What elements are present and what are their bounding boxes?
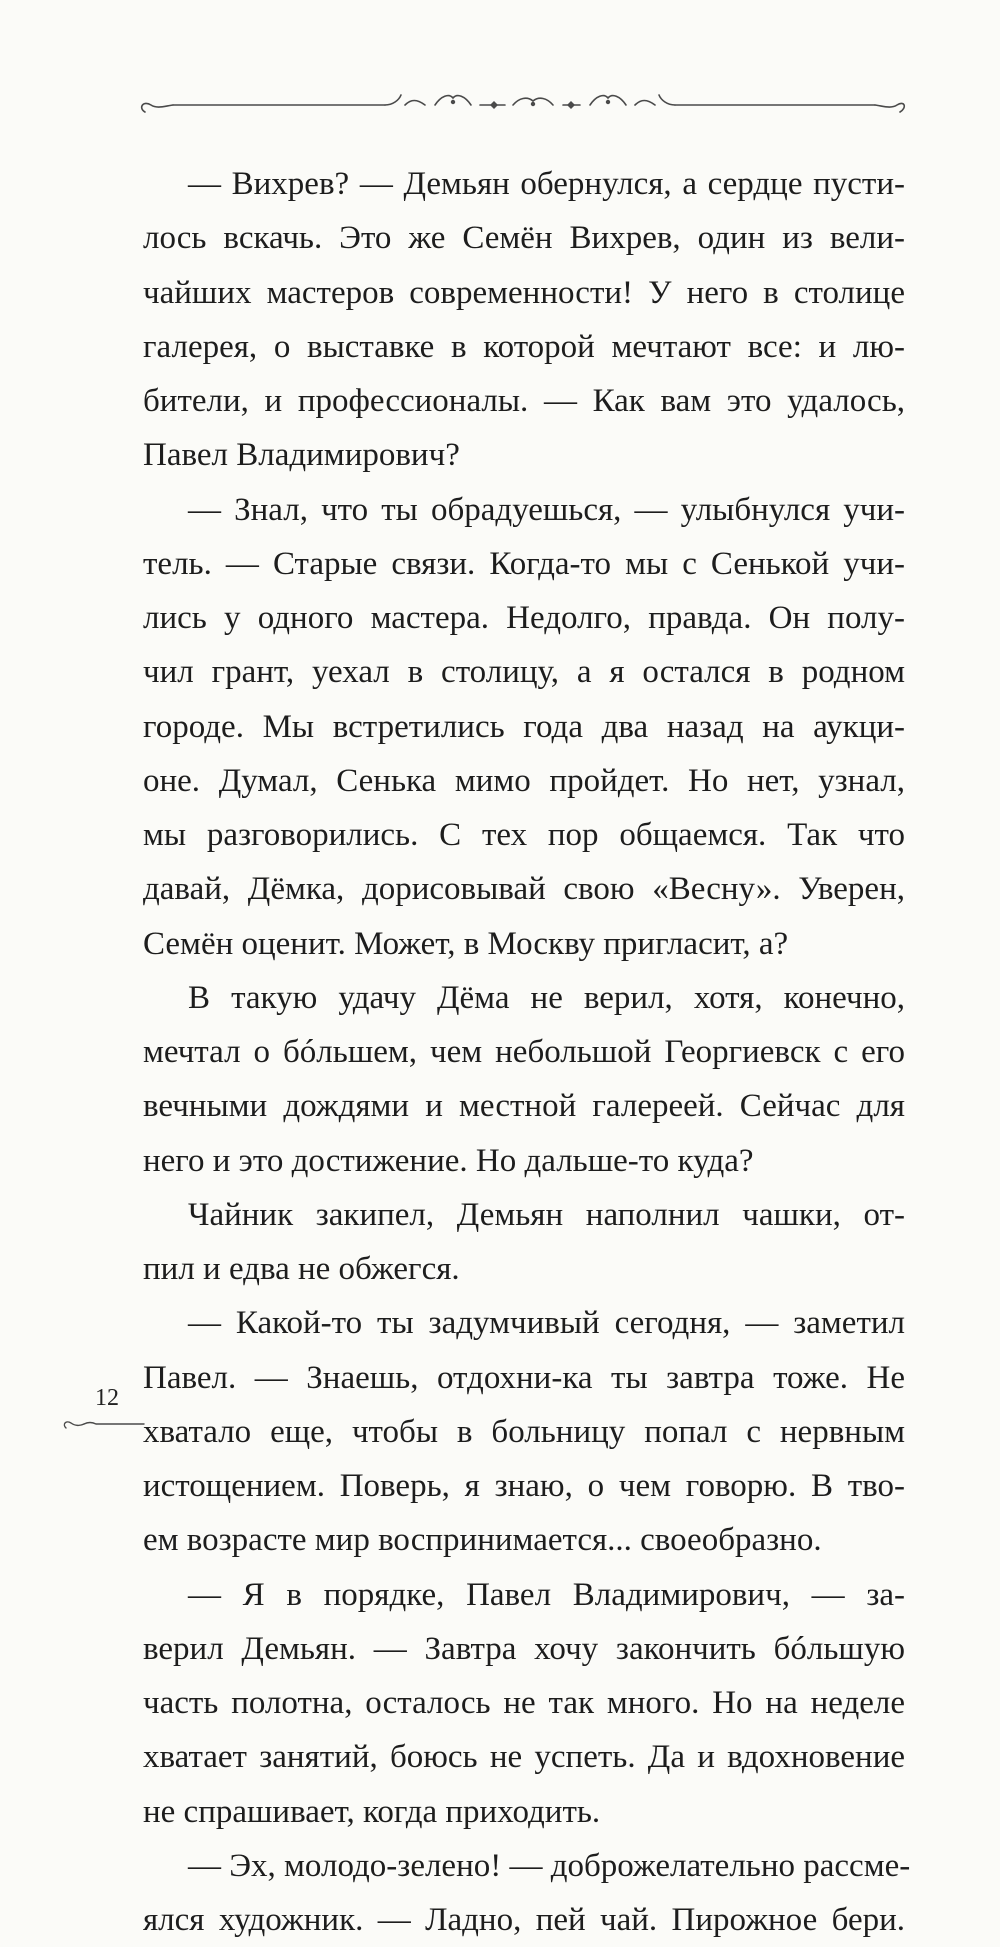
page-number: 12 bbox=[95, 1385, 119, 1411]
footer-ornament bbox=[62, 1414, 147, 1434]
text-line: галерея, о выставке в которой мечтают все: и лю- bbox=[143, 328, 905, 365]
text-line: пил и едва не обжегся. bbox=[143, 1251, 460, 1287]
text-line: него и это достижение. Но дальше-то куда? bbox=[143, 1142, 754, 1179]
text-line: городе. Мы встретились года два назад на аукци- bbox=[143, 708, 905, 745]
text-line: мы разговорились. С тех пор общаемся. Так что bbox=[143, 817, 905, 853]
text-line: бители, и профессионалы. — Как вам это удалось, bbox=[143, 383, 905, 419]
text-line: чайших мастеров современности! У него в столице bbox=[143, 274, 905, 311]
text-line: ем возрасте мир воспринимается... своеобразно. bbox=[143, 1522, 822, 1559]
page-text bbox=[143, 157, 911, 1947]
text-line: Семён оценит. Может, в Москву пригласит, а? bbox=[143, 925, 789, 962]
text-line: Павел Владимирович? bbox=[143, 437, 460, 474]
text-line: часть полотна, осталось не так много. Но на неделе bbox=[143, 1685, 905, 1721]
text-line: давай, Дёмка, дорисовывай свою «Весну». Уверен, bbox=[143, 871, 905, 908]
header-ornament bbox=[135, 86, 910, 122]
text-line: вечными дождями и местной галереей. Сейчас для bbox=[143, 1088, 905, 1125]
text-line: мечтал о бóльшем, чем небольшой Георгиевск с его bbox=[143, 1034, 905, 1070]
text-line: — Я в порядке, Павел Владимирович, — за- bbox=[188, 1576, 905, 1613]
text-line: чил грант, уехал в столицу, а я остался в родном bbox=[143, 654, 905, 691]
text-line: Чайник закипел, Демьян наполнил чашки, от- bbox=[188, 1196, 905, 1233]
text-line: верил Демьян. — Завтра хочу закончить бóльшую bbox=[143, 1630, 905, 1667]
text-line: — Эх, молодо-зелено! — доброжелательно рассме- bbox=[188, 1847, 911, 1884]
text-line: истощением. Поверь, я знаю, о чем говорю. В тво- bbox=[143, 1468, 905, 1504]
text-line: — Какой-то ты задумчивый сегодня, — заметил bbox=[188, 1305, 905, 1342]
text-line: Павел. — Знаешь, отдохни-ка ты завтра тоже. Не bbox=[143, 1359, 905, 1396]
text-line: — Знал, что ты обрадуешься, — улыбнулся учи- bbox=[188, 491, 905, 528]
text-line: лось вскачь. Это же Семён Вихрев, один из вели- bbox=[143, 220, 905, 257]
text-line: хватает занятий, боюсь не успеть. Да и вдохновение bbox=[143, 1739, 905, 1776]
text-line: ялся художник. — Ладно, пей чай. Пирожное бери. bbox=[143, 1902, 905, 1938]
text-line: В такую удачу Дёма не верил, хотя, конечно, bbox=[188, 979, 905, 1016]
text-line: лись у одного мастера. Недолго, правда. Он полу- bbox=[143, 600, 905, 636]
text-line: не спрашивает, когда приходить. bbox=[143, 1793, 601, 1830]
text-line: хватало еще, чтобы в больницу попал с нервным bbox=[143, 1413, 905, 1450]
text-line: тель. — Старые связи. Когда-то мы с Сенькой учи- bbox=[143, 545, 905, 582]
text-line: оне. Думал, Сенька мимо пройдет. Но нет, узнал, bbox=[143, 762, 905, 799]
text-line: — Вихрев? — Демьян обернулся, а сердце пусти- bbox=[188, 166, 905, 202]
